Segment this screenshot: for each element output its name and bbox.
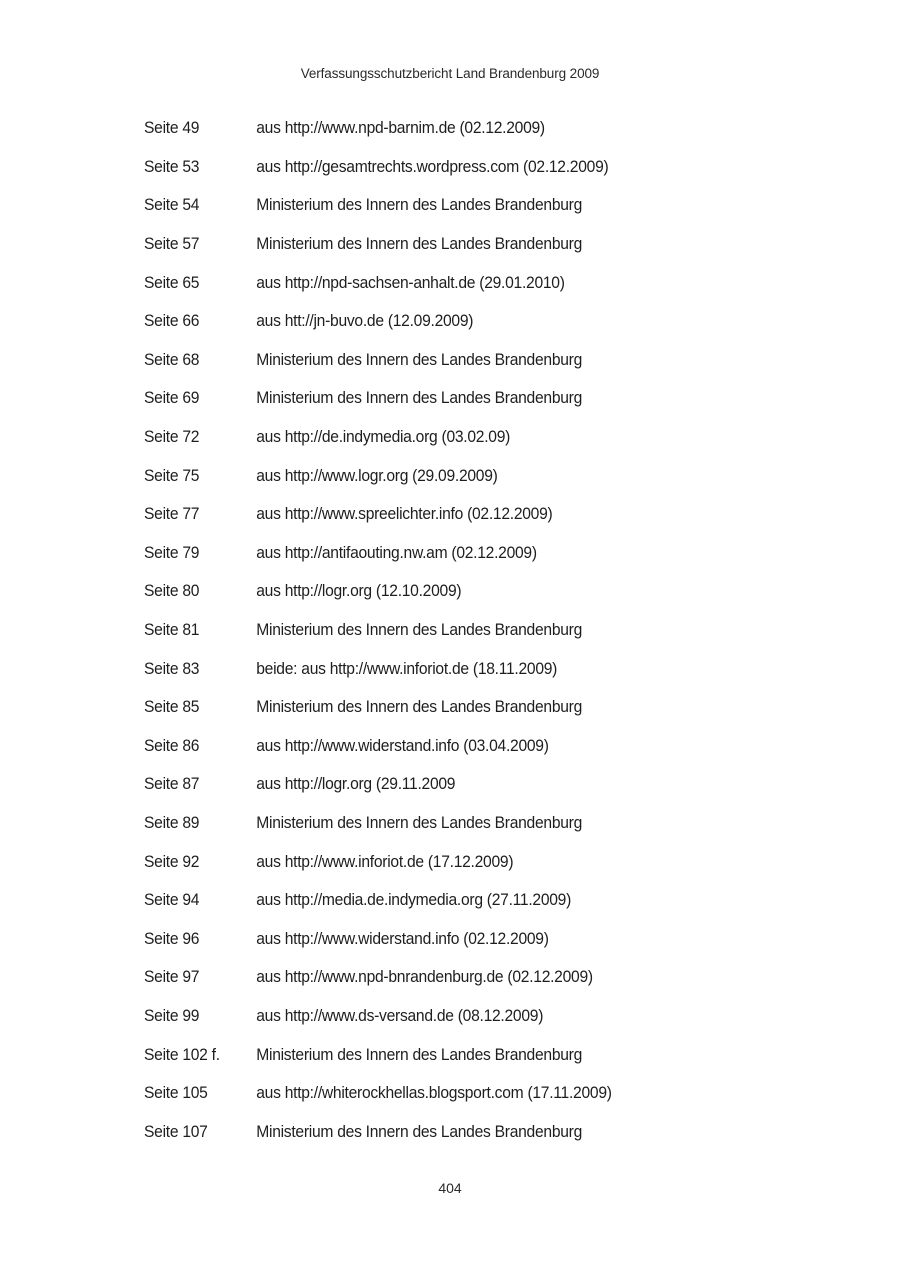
image-source: Ministerium des Innern des Landes Brandenburg — [256, 234, 583, 254]
image-source: Ministerium des Innern des Landes Brandenburg — [256, 388, 583, 408]
page-reference: Seite 72 — [144, 427, 200, 447]
image-source: aus http://www.spreelichter.info (02.12.2009) — [256, 504, 553, 524]
page-reference: Seite 89 — [144, 812, 200, 832]
page-reference: Seite 102 f. — [144, 1044, 220, 1064]
image-source: aus http://logr.org (12.10.2009) — [256, 581, 462, 601]
page-reference: Seite 66 — [144, 311, 200, 331]
list-item — [144, 1035, 714, 1074]
page-reference: Seite 86 — [144, 735, 200, 755]
list-item — [144, 495, 714, 534]
image-source: aus http://www.npd-bnrandenburg.de (02.12.2009) — [256, 967, 593, 987]
list-item — [144, 765, 714, 804]
page-reference: Seite 49 — [144, 118, 200, 138]
page-reference: Seite 53 — [144, 156, 200, 176]
page-reference: Seite 80 — [144, 581, 200, 601]
list-item — [144, 186, 714, 225]
image-source: Ministerium des Innern des Landes Brandenburg — [256, 1121, 583, 1141]
page-reference: Seite 105 — [144, 1083, 208, 1103]
page-reference: Seite 79 — [144, 542, 200, 562]
page-reference: Seite 96 — [144, 928, 200, 948]
page-number: 404 — [438, 1180, 462, 1196]
image-source-list — [144, 109, 764, 1151]
list-item — [144, 148, 714, 187]
image-source: beide: aus http://www.inforiot.de (18.11.2009) — [256, 658, 558, 678]
list-item — [144, 341, 714, 380]
running-header: Verfassungsschutzbericht Land Brandenburg 2009 — [300, 66, 600, 81]
image-source: aus http://gesamtrechts.wordpress.com (02.12.2009) — [256, 156, 609, 176]
page-reference: Seite 54 — [144, 195, 200, 215]
list-item — [144, 727, 714, 766]
list-item — [144, 958, 714, 997]
list-item — [144, 1074, 714, 1113]
image-source: Ministerium des Innern des Landes Brandenburg — [256, 349, 583, 369]
list-item — [144, 649, 714, 688]
image-source: aus http://whiterockhellas.blogsport.com (17.11.2009) — [256, 1083, 612, 1103]
image-source: aus http://logr.org (29.11.2009 — [256, 774, 456, 794]
image-source: aus http://www.npd-barnim.de (02.12.2009) — [256, 118, 545, 138]
list-item — [144, 456, 714, 495]
page-reference: Seite 81 — [144, 620, 200, 640]
image-source: aus http://www.logr.org (29.09.2009) — [256, 465, 498, 485]
list-item — [144, 302, 714, 341]
page-reference: Seite 83 — [144, 658, 200, 678]
page-reference: Seite 99 — [144, 1005, 200, 1025]
image-source: Ministerium des Innern des Landes Brandenburg — [256, 620, 583, 640]
image-source: aus http://antifaouting.nw.am (02.12.2009) — [256, 542, 537, 562]
list-item — [144, 1112, 714, 1151]
page-reference: Seite 97 — [144, 967, 200, 987]
image-source: aus http://www.inforiot.de (17.12.2009) — [256, 851, 514, 871]
image-source: aus http://de.indymedia.org (03.02.09) — [256, 427, 511, 447]
list-item — [144, 688, 714, 727]
list-item — [144, 997, 714, 1036]
page-reference: Seite 65 — [144, 272, 200, 292]
list-item — [144, 109, 714, 148]
page-reference: Seite 87 — [144, 774, 200, 794]
list-item — [144, 572, 714, 611]
image-source: aus http://media.de.indymedia.org (27.11.2009) — [256, 890, 572, 910]
page-reference: Seite 57 — [144, 234, 200, 254]
list-item — [144, 263, 714, 302]
list-item — [144, 611, 714, 650]
image-source: aus http://www.widerstand.info (02.12.2009) — [256, 928, 549, 948]
list-item — [144, 919, 714, 958]
image-source: Ministerium des Innern des Landes Brandenburg — [256, 1044, 583, 1064]
page-reference: Seite 85 — [144, 697, 200, 717]
image-source: aus http://www.widerstand.info (03.04.2009) — [256, 735, 549, 755]
list-item — [144, 804, 714, 843]
image-source: aus htt://jn-buvo.de (12.09.2009) — [256, 311, 474, 331]
list-item — [144, 881, 714, 920]
page-reference: Seite 107 — [144, 1121, 208, 1141]
page-reference: Seite 69 — [144, 388, 200, 408]
page-reference: Seite 94 — [144, 890, 200, 910]
image-source: aus http://npd-sachsen-anhalt.de (29.01.2010) — [256, 272, 565, 292]
list-item — [144, 379, 714, 418]
page-reference: Seite 77 — [144, 504, 200, 524]
page-reference: Seite 92 — [144, 851, 200, 871]
list-item — [144, 842, 714, 881]
list-item — [144, 225, 714, 264]
image-source: aus http://www.ds-versand.de (08.12.2009) — [256, 1005, 544, 1025]
image-source: Ministerium des Innern des Landes Brandenburg — [256, 195, 583, 215]
list-item — [144, 534, 714, 573]
page-reference: Seite 75 — [144, 465, 200, 485]
list-item — [144, 418, 714, 457]
page-reference: Seite 68 — [144, 349, 200, 369]
image-source: Ministerium des Innern des Landes Brandenburg — [256, 697, 583, 717]
image-source: Ministerium des Innern des Landes Brandenburg — [256, 812, 583, 832]
